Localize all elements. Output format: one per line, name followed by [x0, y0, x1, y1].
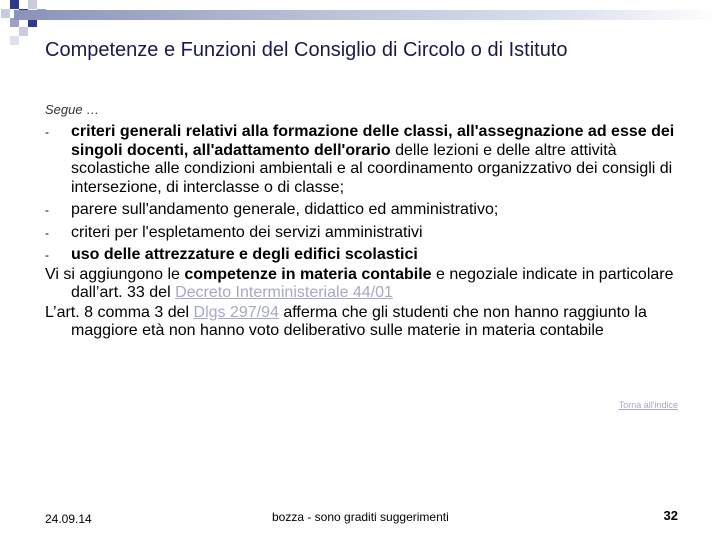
back-to-index-link[interactable]: Torna all'indice [618, 400, 678, 410]
item-text: delle lezioni e delle altre attività scolastiche alle condizioni ambientali e al coordinamento organizzativo dei consigli di intersezione, di interclasse o di classe; [71, 141, 673, 196]
page-number: 32 [663, 508, 678, 523]
header-gradient-bar [14, 10, 720, 20]
item-text: criteri per l'espletamento dei servizi amministrativi [71, 223, 423, 241]
footer-date: 24.09.14 [45, 512, 92, 526]
list-item [45, 246, 685, 265]
item-bold-text: criteri generali relativi alla formazione delle classi, all'assegnazione ad esse dei singoli docenti, all'adattamento dell'orario [71, 123, 675, 159]
paragraph-contabile [45, 266, 685, 303]
dlgs-link[interactable]: Dlgs 297/94 [193, 303, 279, 321]
list-item [45, 201, 685, 220]
paragraph-text: e negoziale indicate in particolare dall’art. 33 del [71, 265, 674, 301]
decreto-link[interactable]: Decreto Interministeriale 44/01 [175, 284, 393, 301]
footer-note: bozza - sono graditi suggerimenti [272, 510, 449, 524]
subtitle: Segue … [45, 102, 100, 117]
item-bold-text: uso delle attrezzature e degli edifici scolastici [71, 246, 418, 263]
paragraph-bold-text: competenze in materia contabile [184, 265, 432, 283]
item-text: parere sull'andamento generale, didattico ed amministrativo; [71, 201, 499, 218]
paragraph-text: Vi si aggiungono le [45, 265, 185, 283]
bullet-dash: - [45, 225, 49, 240]
bullet-dash: - [45, 248, 49, 262]
paragraph-studenti [45, 304, 685, 341]
bullet-dash: - [45, 125, 49, 139]
bullet-dash: - [45, 203, 49, 217]
list-item [45, 123, 685, 197]
paragraph-text: afferma che gli studenti che non hanno raggiunto la maggiore età non hanno voto deliberativo sulle materie in materia contabile [71, 303, 647, 339]
paragraph-text: L’art. 8 comma 3 del [45, 303, 194, 321]
list-item [45, 224, 685, 243]
slide-body [45, 123, 685, 341]
slide-title: Competenze e Funzioni del Consiglio di Circolo o di Istituto [45, 39, 568, 61]
